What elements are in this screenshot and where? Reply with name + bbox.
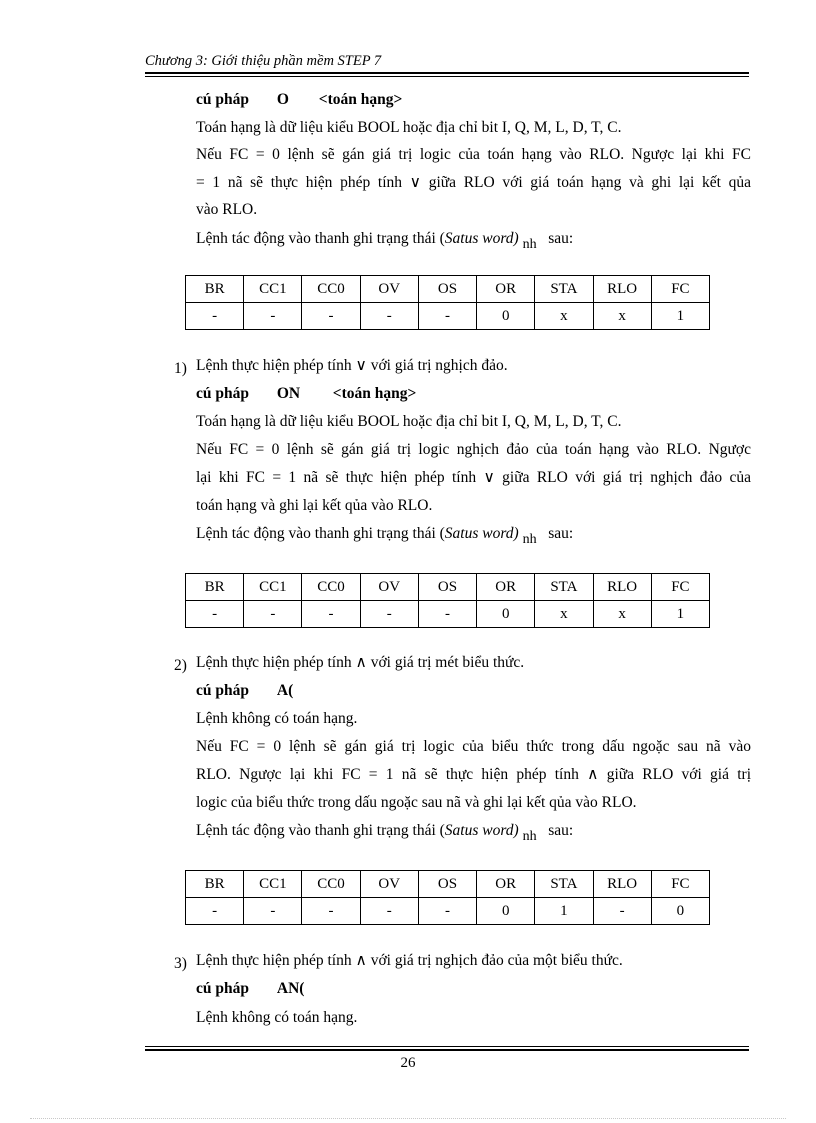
footer-rule	[145, 1049, 749, 1051]
syntax-op: ON	[276, 385, 301, 402]
table-header-cell: STA	[535, 276, 593, 303]
table-cell: -	[302, 898, 360, 925]
table-header-cell: OR	[477, 871, 535, 898]
table-header-row	[186, 276, 710, 303]
section-number: 3)	[174, 955, 187, 972]
section-title	[174, 951, 623, 972]
fc-desc-line: toán hạng và ghi lại kết qủa vào RLO.	[196, 497, 433, 514]
section-title-text: Lệnh thực hiện phép tính ∧ với giá trị nghịch đảo của một biểu thức.	[196, 952, 623, 969]
table-header-cell: CC1	[244, 871, 302, 898]
table-cell: -	[360, 601, 418, 628]
table-row	[186, 898, 710, 925]
table-row	[186, 303, 710, 330]
table-header-cell: RLO	[593, 871, 651, 898]
table-cell: 0	[477, 601, 535, 628]
status-nh: nh	[522, 237, 537, 252]
section-number: 1)	[174, 360, 187, 377]
syntax-op: A(	[276, 682, 294, 699]
table-header-cell: OS	[418, 574, 476, 601]
syntax-label: cú pháp	[196, 385, 249, 402]
table-header-cell: CC0	[302, 276, 360, 303]
table-header-cell: FC	[651, 871, 709, 898]
table-cell: -	[186, 898, 244, 925]
no-operand-line: Lệnh không có toán hạng.	[196, 710, 358, 727]
table-cell: 0	[477, 303, 535, 330]
table-header-cell: FC	[651, 574, 709, 601]
table-header-cell: RLO	[593, 574, 651, 601]
fc-desc-line: lại khi FC = 1 nã sẽ thực hiện phép tính ∨ giữa RLO với giá trị nghịch đảo của	[196, 469, 751, 486]
table-cell: -	[302, 303, 360, 330]
syntax-op: AN(	[276, 980, 305, 997]
status-word: Satus word)	[444, 230, 519, 247]
syntax-line-o	[196, 90, 402, 110]
status-suffix: sau:	[548, 822, 574, 839]
table-cell: -	[186, 601, 244, 628]
table-header-cell: OS	[418, 276, 476, 303]
table-header-cell: OR	[477, 574, 535, 601]
syntax-operand: <toán hạng>	[332, 385, 417, 402]
status-word-table	[185, 870, 710, 925]
fc-desc-line: logic của biểu thức trong dấu ngoặc sau nã và ghi lại kết qủa vào RLO.	[196, 794, 637, 811]
table-header-cell: STA	[535, 871, 593, 898]
table-cell: x	[535, 303, 593, 330]
status-line	[196, 821, 573, 842]
table-header-cell: CC1	[244, 574, 302, 601]
table-header-cell: BR	[186, 276, 244, 303]
table-header-cell: OV	[360, 276, 418, 303]
table-cell: x	[535, 601, 593, 628]
operand-desc: Toán hạng là dữ liệu kiểu BOOL hoặc địa chỉ bit I, Q, M, L, D, T, C.	[196, 413, 622, 430]
table-header-cell: FC	[651, 276, 709, 303]
table-row	[186, 601, 710, 628]
table-header-cell: OS	[418, 871, 476, 898]
table-cell: -	[593, 898, 651, 925]
table-cell: 0	[477, 898, 535, 925]
syntax-line-on	[196, 384, 416, 404]
table-cell: -	[186, 303, 244, 330]
syntax-line-a	[196, 681, 293, 701]
status-suffix: sau:	[548, 525, 574, 542]
section-title-text: Lệnh thực hiện phép tính ∧ với giá trị mét biểu thức.	[196, 654, 525, 671]
status-word: Satus word)	[444, 822, 519, 839]
section-title	[174, 653, 525, 674]
page-edge-dots	[30, 1118, 786, 1119]
no-operand-line: Lệnh không có toán hạng.	[196, 1009, 358, 1026]
table-cell: -	[360, 898, 418, 925]
status-nh: nh	[522, 829, 537, 844]
table-header-cell: STA	[535, 574, 593, 601]
table-cell: -	[244, 898, 302, 925]
syntax-label: cú pháp	[196, 980, 249, 997]
table-header-cell: CC1	[244, 276, 302, 303]
header-rule	[145, 72, 749, 74]
status-prefix: Lệnh tác động vào thanh ghi trạng thái (	[196, 822, 445, 839]
status-line	[196, 524, 573, 545]
header-rule-thin	[145, 76, 749, 77]
table-cell: 1	[651, 601, 709, 628]
footer-rule-thin	[145, 1046, 749, 1047]
page-number: 26	[400, 1055, 416, 1071]
table-header-row	[186, 871, 710, 898]
table-cell: 1	[651, 303, 709, 330]
table-header-cell: OR	[477, 276, 535, 303]
fc-desc-line: Nếu FC = 0 lệnh sẽ gán giá trị logic của toán hạng vào RLO. Ngược lại khi FC	[196, 146, 751, 163]
fc-desc-line: RLO. Ngược lại khi FC = 1 nã sẽ thực hiện phép tính ∧ giữa RLO với giá trị	[196, 766, 751, 783]
section-number: 2)	[174, 657, 187, 674]
table-header-cell: BR	[186, 871, 244, 898]
table-cell: -	[244, 303, 302, 330]
status-prefix: Lệnh tác động vào thanh ghi trạng thái (	[196, 230, 445, 247]
section-title-text: Lệnh thực hiện phép tính ∨ với giá trị nghịch đảo.	[196, 357, 508, 374]
fc-desc-line: vào RLO.	[196, 201, 258, 218]
syntax-label: cú pháp	[196, 91, 249, 108]
table-cell: -	[418, 601, 476, 628]
table-cell: -	[302, 601, 360, 628]
operand-desc: Toán hạng là dữ liệu kiểu BOOL hoặc địa chỉ bit I, Q, M, L, D, T, C.	[196, 119, 622, 136]
table-cell: x	[593, 303, 651, 330]
status-nh: nh	[522, 532, 537, 547]
table-header-row	[186, 574, 710, 601]
table-cell: -	[418, 303, 476, 330]
table-header-cell: OV	[360, 574, 418, 601]
syntax-operand: <toán hạng>	[318, 91, 403, 108]
section-title	[174, 356, 508, 377]
table-header-cell: CC0	[302, 871, 360, 898]
table-header-cell: OV	[360, 871, 418, 898]
table-cell: 0	[651, 898, 709, 925]
table-header-cell: RLO	[593, 276, 651, 303]
syntax-line-an	[196, 979, 304, 999]
status-word-table	[185, 275, 710, 330]
table-cell: -	[360, 303, 418, 330]
fc-desc-line: Nếu FC = 0 lệnh sẽ gán giá trị logic nghịch đảo của toán hạng vào RLO. Ngược	[196, 441, 751, 458]
table-cell: -	[418, 898, 476, 925]
fc-desc-line: Nếu FC = 0 lệnh sẽ gán giá trị logic của biểu thức trong dấu ngoặc sau nã vào	[196, 738, 751, 755]
table-cell: x	[593, 601, 651, 628]
status-word: Satus word)	[444, 525, 519, 542]
status-line	[196, 229, 573, 250]
table-header-cell: BR	[186, 574, 244, 601]
fc-desc-line: = 1 nã sẽ thực hiện phép tính ∨ giữa RLO với giá toán hạng và ghi lại kết qủa	[196, 174, 751, 191]
syntax-op: O	[276, 91, 289, 108]
status-suffix: sau:	[548, 230, 574, 247]
status-prefix: Lệnh tác động vào thanh ghi trạng thái (	[196, 525, 445, 542]
syntax-label: cú pháp	[196, 682, 249, 699]
table-cell: -	[244, 601, 302, 628]
page-header-title: Chương 3: Giới thiệu phần mềm STEP 7	[145, 53, 382, 69]
table-header-cell: CC0	[302, 574, 360, 601]
table-cell: 1	[535, 898, 593, 925]
status-word-table	[185, 573, 710, 628]
